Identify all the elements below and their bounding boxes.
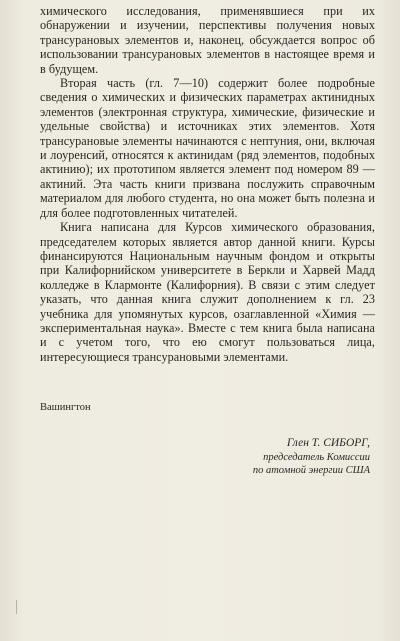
signature-role-line1: председатель Комиссии [263,452,370,463]
body-text [40,4,375,364]
place-label: Вашингтон [40,402,91,413]
margin-mark [16,600,17,614]
signature-block [253,435,370,477]
paragraph-continuation: химического исследования, применявшиеся при их обнаружении и изучении, перспективы получения новых трансурановых элементов и, наконец, обсуждается вопрос об использовании трансурановых элементов в настоящее время и в будущем. [40,4,375,76]
signature-role-line2: по атомной энергии США [252,465,370,476]
signature-name: Глен Т. СИБОРГ, [286,437,370,449]
paragraph-second-part: Вторая часть (гл. 7—10) содержит более подробные сведения о химических и физических параметрах актинидных элементов (электронная структура, химические, физические и удельные свойства) и источниках этих элементов. Хотя трансурановые элементы начинаются с нептуния, они, включая и лоуренсий, относятся к актинидам (ряд элементов, подобных актинию); их прототипом является элемент под номером 89 — актиний. Эта часть книги призвана послужить справочным материалом для любого студента, но она может быть полезна и для более подготовленных читателей. [40,76,375,220]
paragraph-courses: Книга написана для Курсов химического образования, председателем которых является автор данной книги. Курсы финансируются Национальным научным фондом и открыты при Калифорнийском университете в Беркли и Харвей Мадд колледже в Клармонте (Калифорния). В связи с этим следует указать, что данная книга служит дополнением к гл. 23 учебника для упомянутых курсов, озаглавленной «Химия — экспериментальная наука». Вместе с тем книга была написана и с учетом того, что ею смогут пользоваться лица, интересующиеся трансурановыми элементами. [40,220,375,364]
